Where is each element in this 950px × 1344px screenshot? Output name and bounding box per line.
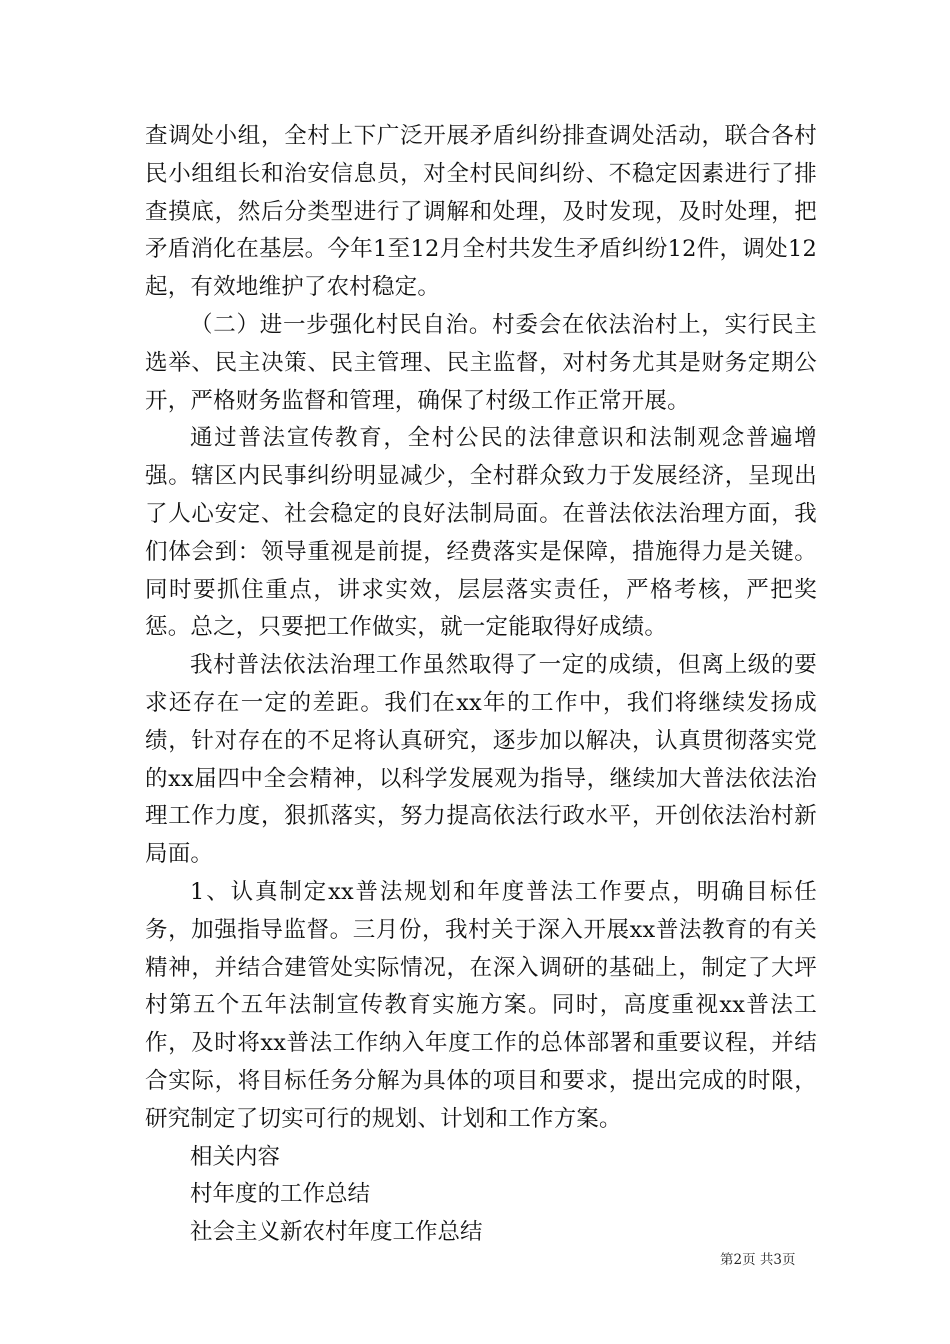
document-body (145, 118, 817, 1252)
paragraph-1: 查调处小组，全村上下广泛开展矛盾纠纷排查调处活动，联合各村民小组组长和治安信息员，对全村民间纠纷、不稳定因素进行了排查摸底，然后分类型进行了调解和处理，及时发现，及时处理，把矛盾消化在基层。今年1至12月全村共发生矛盾纠纷12件，调处12起，有效地维护了农村稳定。 (145, 123, 817, 301)
related-heading: 相关内容 (190, 1143, 281, 1170)
paragraph-3: 通过普法宣传教育，全村公民的法律意识和法制观念普遍增强。辖区内民事纠纷明显减少，全村群众致力于发展经济，呈现出了人心安定、社会稳定的良好法制局面。在普法依法治理方面，我们体会到：领导重视是前提，经费落实是保障，措施得力是关键。同时要抓住重点，讲求实效，层层落实责任，严格考核，严把奖惩。总之，只要把工作做实，就一定能取得好成绩。 (145, 425, 817, 641)
related-link-1[interactable]: 村年度的工作总结 (190, 1181, 371, 1208)
page-number: 第2页 共3页 (720, 1252, 796, 1268)
paragraph-5: 1、认真制定xx普法规划和年度普法工作要点，明确目标任务，加强指导监督。三月份，我村关于深入开展xx普法教育的有关精神，并结合建管处实际情况，在深入调研的基础上，制定了大坪村第五个五年法制宣传教育实施方案。同时，高度重视xx普法工作，及时将xx普法工作纳入年度工作的总体部署和重要议程，并结合实际，将目标任务分解为具体的项目和要求，提出完成的时限，研究制定了切实可行的规划、计划和工作方案。 (145, 878, 817, 1132)
paragraph-4: 我村普法依法治理工作虽然取得了一定的成绩，但离上级的要求还存在一定的差距。我们在xx年的工作中，我们将继续发扬成绩，针对存在的不足将认真研究，逐步加以解决，认真贯彻落实党的xx届四中全会精神，以科学发展观为指导，继续加大普法依法治理工作力度，狠抓落实，努力提高依法行政水平，开创依法治村新局面。 (145, 652, 817, 868)
related-content (145, 1139, 817, 1252)
related-link-2[interactable]: 社会主义新农村年度工作总结 (190, 1219, 483, 1246)
paragraph-2: （二）进一步强化村民自治。村委会在依法治村上，实行民主选举、民主决策、民主管理、民主监督，对村务尤其是财务定期公开，严格财务监督和管理，确保了村级工作正常开展。 (145, 311, 817, 414)
